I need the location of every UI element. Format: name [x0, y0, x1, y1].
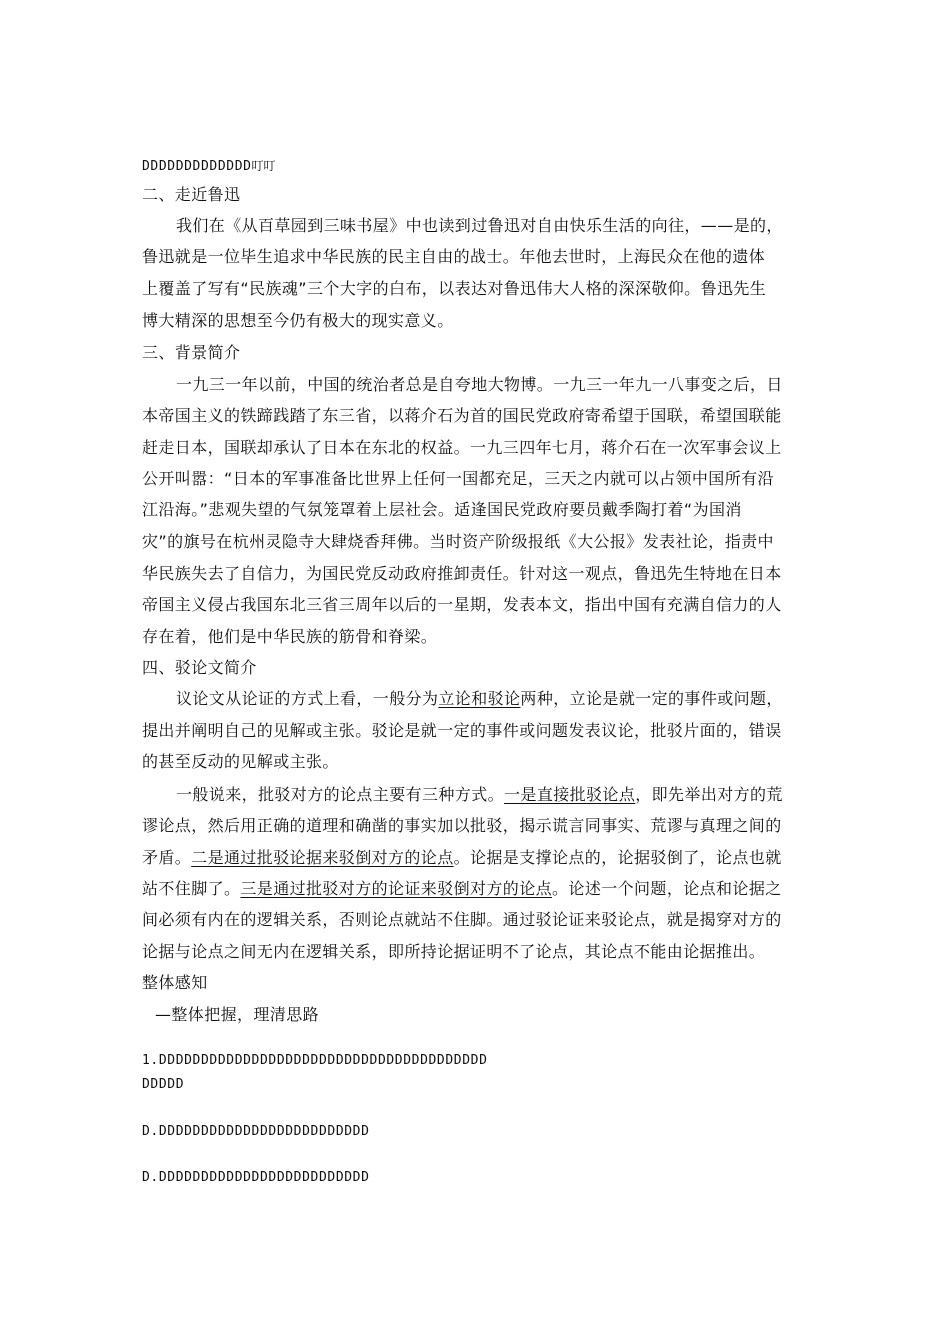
section-4-p2-line: 间必须有内在的逻辑关系，否则论点就站不住脚。通过驳论证来驳论点，就是揭穿对方的 — [142, 910, 782, 929]
section-3-line: 存在着，他们是中华民族的筋骨和脊梁。 — [142, 627, 438, 646]
underlined-method-3: 三是通过批驳对方的论证来驳倒对方的论点 — [240, 879, 553, 898]
section-4-p1-line: 提出并阐明自己的见解或主张。驳论是就一定的事件或问题发表议论，批驳片面的，错误 — [142, 721, 782, 740]
garbled-line: D.DDDDDDDDDDDDDDDDDDDDDDDDD — [142, 1170, 370, 1185]
underlined-term: 立论和驳论 — [438, 689, 521, 708]
section-3-line: 江沿海。”悲观失望的气氛笼罩着上层社会。适逢国民党政府要员戴季陶打着“为国消 — [142, 500, 742, 519]
section-4-title: 四、驳论文简介 — [142, 658, 257, 677]
overall-subtitle: —整体把握，理清思路 — [155, 1005, 320, 1024]
garbled-header-suffix: 叮叮 — [251, 159, 276, 173]
garbled-header — [142, 158, 276, 175]
section-4-p2-line: 谬论点，然后用正确的道理和确凿的事实加以批驳，揭示谎言同事实、荒谬与真理之间的 — [142, 816, 782, 835]
underlined-method-2: 二是通过批驳论据来驳倒对方的论点 — [191, 848, 454, 867]
section-3-title: 三、背景简介 — [142, 343, 241, 362]
section-3-line: 公开叫嚣：“日本的军事准备比世界上任何一国都充足，三天之内就可以占领中国所有沿 — [142, 469, 774, 488]
section-2-title: 二、走近鲁迅 — [142, 185, 241, 204]
text-run: 站不住脚了。 — [142, 879, 241, 898]
section-3-line: 赶走日本，国联却承认了日本在东北的权益。一九三四年七月，蒋介石在一次军事会议上 — [142, 438, 782, 457]
overall-title: 整体感知 — [142, 973, 208, 992]
section-3-line: 一九三一年以前，中国的统治者总是自夸地大物博。一九三一年九一八事变之后，日 — [176, 375, 783, 394]
section-3-line: 本帝国主义的铁蹄践踏了东三省，以蒋介石为首的国民党政府寄希望于国联，希望国联能 — [142, 406, 782, 425]
text-run: 矛盾。 — [142, 848, 192, 867]
text-run: 。论据是支撑论点的，论据驳倒了，论点也就 — [453, 848, 782, 867]
section-2-line: 上覆盖了写有“民族魂”三个大字的白布，以表达对鲁迅伟大人格的深深敬仰。鲁迅先生 — [142, 279, 767, 298]
text-run: 议论文从论证的方式上看，一般分为 — [176, 689, 439, 708]
section-3-line: 帝国主义侵占我国东北三省三周年以后的一星期，发表本文，指出中国有充满自信力的人 — [142, 595, 782, 614]
section-4-p2-line: 论据与论点之间无内在逻辑关系，即所持论据证明不了论点，其论点不能由论据推出。 — [142, 942, 766, 961]
garbled-header-text: DDDDDDDDDDDDD — [142, 159, 252, 174]
section-4-p2-line — [142, 879, 782, 899]
text-run: 。论述一个问题，论点和论据之 — [552, 879, 782, 898]
section-3-line: 灾”的旗号在杭州灵隐寺大肆烧香拜佛。当时资产阶级报纸《大公报》发表社论，指责中 — [142, 532, 774, 551]
text-run: 两种，立论是就一定的事件或问题， — [520, 689, 783, 708]
section-4-p1-line — [176, 689, 783, 709]
section-2-line: 我们在《从百草园到三味书屋》中也读到过鲁迅对自由快乐生活的向往，——是的， — [176, 216, 783, 235]
section-4-p2-line — [142, 848, 782, 868]
garbled-line: 1.DDDDDDDDDDDDDDDDDDDDDDDDDDDDDDDDDDDDDDD — [142, 1053, 488, 1068]
section-2-line: 鲁迅就是一位毕生追求中华民族的民主自由的战士。年他去世时，上海民众在他的遗体 — [142, 247, 766, 266]
text-run: 一般说来，批驳对方的论点主要有三种方式。 — [176, 785, 505, 804]
text-run: ，即先举出对方的荒 — [635, 785, 783, 804]
section-4-p1-line: 的甚至反动的见解或主张。 — [142, 752, 339, 771]
section-3-line: 华民族失去了自信力，为国民党反动政府推卸责任。针对这一观点，鲁迅先生特地在日本 — [142, 564, 782, 583]
garbled-line: DDDDD — [142, 1077, 185, 1092]
section-2-line: 博大精深的思想至今仍有极大的现实意义。 — [142, 311, 454, 330]
underlined-method-1: 一是直接批驳论点 — [504, 785, 636, 804]
garbled-line: D.DDDDDDDDDDDDDDDDDDDDDDDDD — [142, 1124, 370, 1139]
section-4-p2-line — [176, 785, 783, 805]
